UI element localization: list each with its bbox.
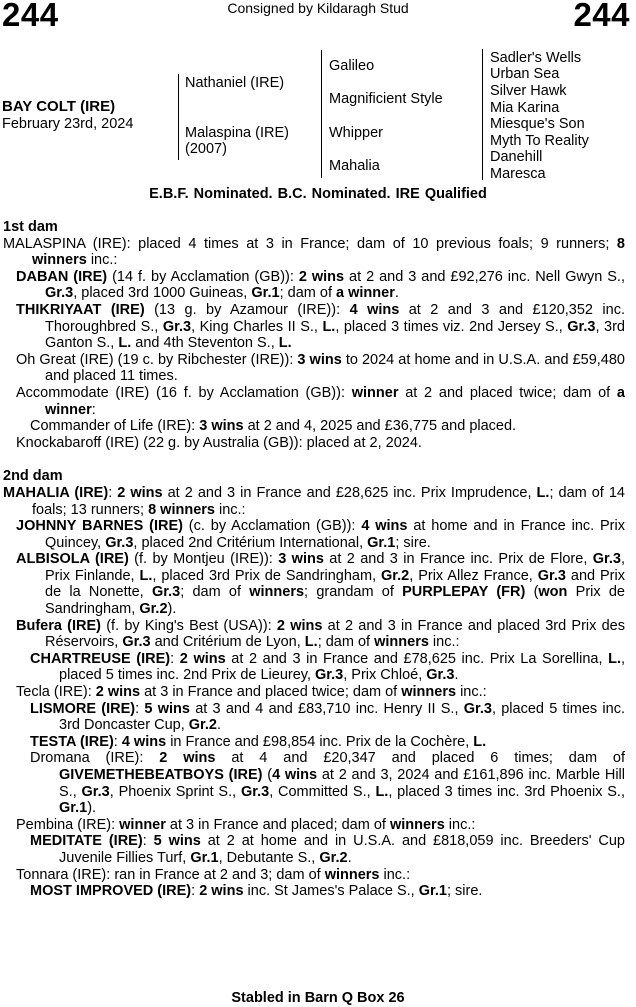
bold-text: 3 wins <box>297 351 342 368</box>
entry-text: at 3 in France and placed; dam of <box>165 816 390 833</box>
entry-text: at 3 in France and placed twice; dam of <box>140 684 402 701</box>
pedigree-entry <box>30 701 625 734</box>
entry-text: , Prix Chloé, <box>343 667 427 684</box>
bold-text: 4 wins <box>121 733 167 750</box>
bold-text: TESTA (IRE) <box>30 733 114 750</box>
entry-text: ; sire. <box>446 883 483 900</box>
entry-text: , King Charles II S., <box>191 318 323 335</box>
bold-text: L. <box>118 335 132 352</box>
bold-text: Gr.2 <box>381 567 410 584</box>
bold-text: JOHNNY BARNES (IRE) <box>16 518 183 535</box>
entry-text: inc.: <box>379 866 411 883</box>
entry-text: , Committed S., <box>269 783 376 800</box>
pedigree-ggp: Sadler's Wells <box>490 50 582 66</box>
pedigree-ggp: Miesque's Son <box>490 116 585 132</box>
bold-text: DABAN (IRE) <box>16 268 108 285</box>
pedigree-sire: Nathaniel (IRE) <box>185 75 285 91</box>
entry-text: , placed 3 times inc. 3rd Phoenix S., <box>388 783 625 800</box>
bold-text: 2 wins <box>298 268 345 285</box>
entry-text: : <box>191 883 200 900</box>
bold-text: Gr.2 <box>139 601 168 618</box>
bold-text: winner <box>351 384 399 401</box>
bold-text: 2 wins <box>95 684 141 701</box>
entry-text: at 2 and 3 in France and £28,625 inc. Prix Imprudence, <box>162 484 537 501</box>
pedigree-entry <box>30 750 625 816</box>
bold-text: 3 wins <box>278 551 324 568</box>
entry-text: Prix de Sandringham, <box>45 584 625 618</box>
bold-text: 3 wins <box>199 418 244 435</box>
entry-text: , placed 5 times inc. 3rd Doncaster Cup, <box>59 700 625 734</box>
bold-text: GIVEMETHEBEATBOYS (IRE) <box>59 767 263 783</box>
bold-text: winner <box>119 816 166 833</box>
bold-text: Bufera (IRE) <box>16 617 101 634</box>
pedigree-dam: Malaspina (IRE) <box>185 125 289 141</box>
pedigree-entry <box>16 302 625 352</box>
pedigree-entry <box>3 485 625 518</box>
entry-text: . <box>347 849 352 866</box>
pedigree-sire-sire: Galileo <box>329 58 375 74</box>
bold-text: 2 wins <box>159 750 216 767</box>
bold-text: Gr.3 <box>463 700 492 717</box>
entry-text: (f. by Montjeu (IRE)): <box>128 551 279 568</box>
bold-text: won <box>538 584 568 601</box>
bold-text: Gr.3 <box>105 534 134 551</box>
bold-text: Gr.3 <box>537 567 566 584</box>
entry-text: at 2 and 3 in France and placed 3rd Prix des Réservoirs, <box>45 617 625 651</box>
bold-text: winners <box>324 866 380 883</box>
bold-text: 4 wins <box>361 518 408 535</box>
entry-text: . <box>394 285 399 302</box>
bold-text: Gr.3 <box>162 318 192 335</box>
bold-text: 2 wins <box>199 883 244 900</box>
bold-text: winners <box>249 584 305 601</box>
entry-text: , placed 5 times inc. 2nd Prix de Lieurey, <box>59 650 626 684</box>
bold-text: ALBISOLA (IRE) <box>16 551 129 568</box>
entry-text: at 2 and 3 and £120,352 inc. Thoroughbred S., <box>45 301 625 335</box>
bold-text: MEDITATE (IRE) <box>30 833 143 850</box>
entry-text: : <box>170 650 180 667</box>
entry-text: , placed 3rd Prix de Sandringham, <box>152 567 382 584</box>
entry-text: , 3rd Ganton S., <box>45 318 625 352</box>
pedigree-entry <box>3 236 625 269</box>
bold-text: Gr.3 <box>592 551 621 568</box>
pedigree-entry <box>30 883 625 900</box>
entry-text: , Debutante S., <box>218 849 320 866</box>
bold-text: CHARTREUSE (IRE) <box>30 650 171 667</box>
pedigree-entry <box>16 385 625 418</box>
entry-text: Commander of Life (IRE): <box>30 418 200 435</box>
bold-text: L. <box>473 733 487 750</box>
bold-text: 4 wins <box>272 767 318 783</box>
pedigree-entry <box>16 551 625 617</box>
entry-text: Pembina (IRE): <box>16 816 120 833</box>
bold-text: THIKRIYAAT (IRE) <box>16 301 145 318</box>
pedigree-dam-year: (2007) <box>185 141 227 157</box>
bold-text: Gr.1 <box>251 285 280 302</box>
stabled-line: Stabled in Barn Q Box 26 <box>231 990 405 1006</box>
entry-text: in France and £98,854 inc. Prix de la Cochère, <box>166 733 474 750</box>
entry-text: ( <box>525 584 539 601</box>
bold-text: Gr.1 <box>59 800 88 817</box>
entry-text: and Critérium de Lyon, <box>150 634 305 651</box>
lot-number-right: 244 <box>573 0 630 33</box>
bold-text: L. <box>608 650 621 667</box>
bold-text: Gr.3 <box>567 318 596 335</box>
entry-text: : <box>113 733 122 750</box>
entry-text: at home and in France inc. Prix Quincey, <box>45 518 625 551</box>
bold-text: L. <box>322 318 336 335</box>
bold-text: L. <box>278 335 292 352</box>
bold-text: PURPLEPAY (FR) <box>402 584 526 601</box>
entry-text: ; sire. <box>395 534 431 551</box>
pedigree-ggp: Danehill <box>490 149 543 165</box>
entry-text: at 3 and 4 and £83,710 inc. Henry II S., <box>189 700 464 717</box>
entry-text: ( <box>262 767 273 783</box>
pedigree-entry <box>16 618 625 651</box>
pedigree-ggp: Urban Sea <box>490 66 560 82</box>
entry-text: at 2 at home and in U.S.A. and £818,059 inc. Breeders' Cup Juvenile Fillies Turf, <box>59 833 625 866</box>
bold-text: 2 wins <box>276 617 323 634</box>
bold-text: Gr.3 <box>426 667 455 684</box>
entry-text: Tecla (IRE): <box>16 684 96 701</box>
entry-text: Accommodate (IRE) (16 f. by Acclamation (GB)): <box>16 384 352 401</box>
bold-text: L. <box>304 634 318 651</box>
bold-text: Gr.1 <box>418 883 447 900</box>
pedigree-bracket-3 <box>482 49 483 180</box>
entry-text: MALASPINA (IRE): placed 4 times at 3 in France; dam of 10 previous foals; 9 runners; <box>3 235 617 252</box>
pedigree-dam-sire: Whipper <box>329 125 383 141</box>
bold-text: Gr.3 <box>81 783 110 800</box>
entry-text: ). <box>167 601 177 618</box>
bold-text: MAHALIA (IRE) <box>3 484 109 501</box>
pedigree-ggp: Mia Karina <box>490 100 560 116</box>
entry-text: Knockabaroff (IRE) (22 g. by Australia (GB)): placed at 2, 2024. <box>16 434 422 451</box>
pedigree-sire-dam: Magnificient Style <box>329 91 443 107</box>
entry-text: inc.: <box>444 816 476 833</box>
pedigree-entry <box>16 518 625 551</box>
entry-text: at 4 and £20,347 and placed 6 times; dam of <box>215 750 625 767</box>
bold-text: Gr.3 <box>240 783 270 800</box>
bold-text: 8 winners <box>32 235 625 269</box>
bold-text: 8 winners <box>148 501 215 518</box>
entry-text: (c. by Acclamation (GB)): <box>182 518 362 535</box>
pedigree-bracket-2 <box>321 50 322 178</box>
bold-text: winners <box>374 634 429 651</box>
catalogue-body <box>3 219 625 900</box>
pedigree-entry <box>30 734 625 751</box>
entry-text: ). <box>87 800 97 817</box>
section-heading: 2nd dam <box>3 468 63 485</box>
bold-text: Gr.2 <box>188 717 217 734</box>
entry-text: at 2 and 3 in France inc. Prix de Flore, <box>323 551 593 568</box>
entry-text: Oh Great (IRE) (19 c. by Ribchester (IRE)): <box>16 351 298 368</box>
entry-text: ; dam of <box>279 285 337 302</box>
pedigree-bracket-1 <box>178 74 179 160</box>
entry-text: , Phoenix Sprint S., <box>109 783 241 800</box>
entry-text: . <box>216 717 222 734</box>
entry-text: at 2 and 4, 2025 and £36,775 and placed. <box>243 418 517 435</box>
entry-text: at 2 and 3, 2024 and £161,896 inc. Marble Hill S., <box>59 767 625 800</box>
pedigree-ggp: Silver Hawk <box>490 83 567 99</box>
bold-text: 2 wins <box>179 650 226 667</box>
bold-text: Gr.1 <box>367 534 396 551</box>
entry-text: ; grandam of <box>304 584 403 601</box>
entry-text: inc.: <box>456 684 487 701</box>
bold-text: Gr.2 <box>319 849 348 866</box>
pedigree-entry <box>30 418 625 435</box>
pedigree-entry <box>30 651 625 684</box>
horse-name: BAY COLT (IRE) <box>2 98 116 115</box>
entry-text: to 2024 at home and in U.S.A. and £59,480 and placed 11 times. <box>45 351 625 385</box>
entry-text: ; dam of 14 foals; 13 runners; <box>32 484 625 518</box>
entry-text: Tonnara (IRE): ran in France at 2 and 3; dam of <box>16 866 325 883</box>
bold-text: winners <box>389 816 445 833</box>
bold-text: L. <box>139 567 153 584</box>
entry-text: : <box>91 401 96 418</box>
bold-text: Gr.1 <box>190 849 219 866</box>
entry-text: , placed 3 times viz. 2nd Jersey S., <box>335 318 568 335</box>
pedigree-entry <box>16 867 625 884</box>
bold-text: Gr.3 <box>45 285 74 302</box>
pedigree-entry <box>30 833 625 866</box>
bold-text: LISMORE (IRE) <box>30 700 136 717</box>
entry-text: (f. by King's Best (USA)): <box>100 617 277 634</box>
entry-text: at 2 and 3 in France and £78,625 inc. Prix La Sorellina, <box>225 650 609 667</box>
pedigree-entry <box>16 817 625 834</box>
entry-text: : <box>135 700 145 717</box>
entry-text: . <box>454 667 459 684</box>
pedigree-entry <box>16 435 625 452</box>
pedigree-dam-dam: Mahalia <box>329 158 380 174</box>
nominations-line: E.B.F. Nominated. B.C. Nominated. IRE Qualified <box>149 186 487 202</box>
entry-text: (13 g. by Azamour (IRE)): <box>144 301 350 318</box>
bold-text: 5 wins <box>153 833 201 850</box>
bold-text: Gr.3 <box>122 634 151 651</box>
entry-text: inc.: <box>86 252 118 269</box>
bold-text: Gr.3 <box>315 667 344 684</box>
entry-text: ; dam of <box>317 634 375 651</box>
bold-text: Gr.3 <box>151 584 181 601</box>
bold-text: winners <box>401 684 457 701</box>
entry-text: , placed 2nd Critérium International, <box>133 534 368 551</box>
lot-number-left: 244 <box>2 0 59 33</box>
entry-text: at 2 and placed twice; dam of <box>398 384 617 401</box>
entry-text: inc. St James's Palace S., <box>243 883 419 900</box>
bold-text: L. <box>375 783 389 800</box>
consignor-line: Consigned by Kildaragh Stud <box>227 0 409 16</box>
pedigree-entry <box>16 684 625 701</box>
entry-text: , Prix Finlande, <box>45 551 625 584</box>
foaling-date: February 23rd, 2024 <box>2 116 134 132</box>
pedigree-entry <box>16 269 625 302</box>
entry-text: and Prix de la Nonette, <box>45 567 625 601</box>
section-heading: 1st dam <box>3 219 58 235</box>
entry-text: , placed 3rd 1000 Guineas, <box>73 285 252 302</box>
entry-text: : <box>142 833 154 850</box>
entry-text: inc.: <box>428 634 460 651</box>
entry-text: ; dam of <box>180 584 250 601</box>
bold-text: L. <box>536 484 550 501</box>
pedigree-entry <box>16 352 625 385</box>
entry-text: and 4th Steventon S., <box>131 335 279 352</box>
bold-text: MOST IMPROVED (IRE) <box>30 883 192 900</box>
pedigree-ggp: Maresca <box>490 166 546 182</box>
bold-text: 2 wins <box>117 484 163 501</box>
entry-text: : <box>108 484 118 501</box>
bold-text: 5 wins <box>144 700 190 717</box>
bold-text: a winner <box>45 384 625 418</box>
pedigree-ggp: Myth To Reality <box>490 133 589 149</box>
entry-text: inc.: <box>214 501 246 518</box>
bold-text: 4 wins <box>349 301 400 318</box>
entry-text: (14 f. by Acclamation (GB)): <box>107 268 299 285</box>
entry-text: at 2 and 3 and £92,276 inc. Nell Gwyn S., <box>344 268 625 285</box>
entry-text: Dromana (IRE): <box>30 750 160 767</box>
bold-text: a winner <box>336 285 395 302</box>
entry-text: , Prix Allez France, <box>409 567 538 584</box>
